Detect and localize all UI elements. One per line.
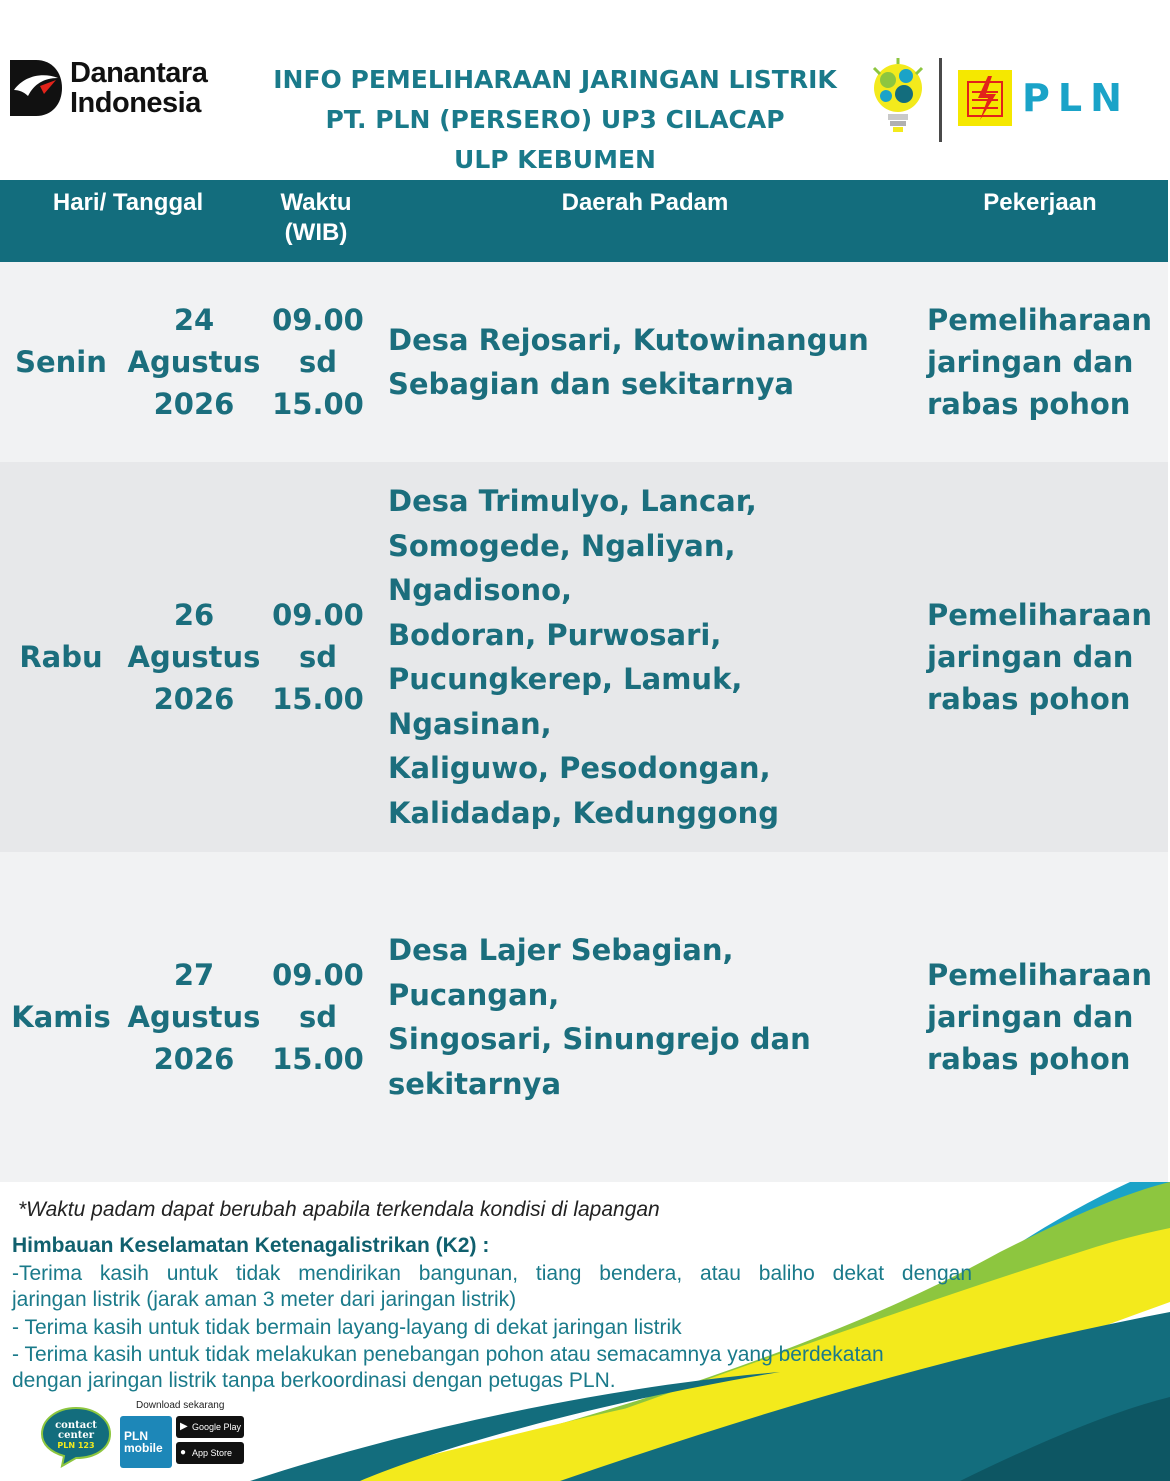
area-line: Sebagian dan sekitarnya [388,367,794,401]
apple-icon: ● [180,1447,187,1458]
table-header [0,180,1168,262]
header-date: Hari/ Tanggal [52,189,204,216]
table-row [0,262,1168,462]
app-name-line-1: PLN [124,1429,148,1443]
row-day: Senin [15,345,107,379]
row-date [126,852,262,1182]
time-end: 15.00 [272,682,364,716]
safety-item [12,1261,972,1313]
row-area [388,852,908,1182]
contact-line-3: PLN 123 [57,1441,95,1450]
header-work: Pekerjaan [983,189,1097,216]
header-area: Daerah Padam [561,189,729,216]
row-day: Kamis [11,1000,111,1034]
brand-line-2: Indonesia [70,87,201,119]
row-work [927,262,1167,462]
row-time [264,462,372,852]
title-line-3: ULP KEBUMEN [454,145,656,174]
contact-line-1: contact [55,1420,97,1431]
row-work [927,852,1167,1182]
lightbulb-icon [866,58,930,138]
time-end: 15.00 [272,1042,364,1076]
page-header [0,0,1170,180]
row-area [388,462,908,852]
time-start: 09.00 [272,303,364,337]
safety-item [12,1342,972,1394]
area-line: Somogede, Ngaliyan, Ngadisono, [388,528,736,607]
work-line: rabas pohon [927,387,1131,421]
row-time [264,852,372,1182]
danantara-mark-icon [10,60,62,116]
work-line: rabas pohon [927,1042,1131,1076]
safety-item: - Terima kasih untuk tidak bermain layang-layang di dekat jaringan listrik [12,1316,682,1339]
app-store-label: App Store [192,1448,233,1458]
table-row [0,462,1168,852]
work-line: jaringan dan [927,640,1134,674]
pln-mobile-app-icon[interactable] [120,1416,172,1468]
row-day: Rabu [19,640,103,674]
work-line: rabas pohon [927,682,1131,716]
pln-logo [958,70,1130,126]
time-separator: sd [298,345,337,379]
title-line-2: PT. PLN (PERSERO) UP3 CILACAP [325,105,785,134]
table-row [0,852,1168,1182]
time-separator: sd [298,1000,337,1034]
title-line-1: INFO PEMELIHARAAN JARINGAN LISTRIK [273,65,837,94]
time-start: 09.00 [272,598,364,632]
lightning-icon [958,70,1012,126]
app-store-button[interactable] [176,1442,244,1464]
work-line: Pemeliharaan [927,598,1152,632]
safety-item-line: - Terima kasih untuk tidak melakukan penebangan pohon atau semacamnya yang berdekatan [12,1343,884,1366]
header-time [256,188,376,248]
google-play-label: Google Play [192,1422,242,1432]
area-line: Pucungkerep, Lamuk, Ngasinan, [388,662,743,741]
date-year: 2026 [153,682,235,716]
work-line: Pemeliharaan [927,958,1152,992]
download-label: Download sekarang [136,1400,225,1411]
safety-item-line: jaringan listrik (jarak aman 3 meter dari jaringan listrik) [12,1288,517,1311]
danantara-logo [10,58,240,118]
area-line: Desa Lajer Sebagian, Pucangan, [388,933,734,1012]
logo-divider [939,58,942,142]
safety-item-line: -Terima kasih untuk tidak mendirikan bangunan, tiang bendera, atau baliho dekat dengan [12,1262,972,1285]
row-date [126,462,262,852]
time-end: 15.00 [272,387,364,421]
date-day: 27 [173,958,215,992]
play-icon: ▶ [180,1421,188,1432]
area-line: Desa Trimulyo, Lancar, [388,484,757,518]
header-time-line-1: Waktu [280,189,352,216]
pln-mark [958,70,1012,126]
time-separator: sd [298,640,337,674]
area-line: Bodoran, Purwosari, [388,617,722,652]
header-time-line-2: (WIB) [284,219,348,246]
row-work [927,462,1167,852]
date-month: Agustus [127,640,261,674]
safety-item-line: dengan jaringan listrik tanpa berkoordinasi dengan petugas PLN. [12,1369,616,1392]
area-line: Kaliguwo, Pesodongan, [388,751,771,785]
pln-wordmark: PLN [1022,76,1130,120]
date-year: 2026 [153,1042,235,1076]
area-line: Kalidadap, Kedunggong [388,795,779,830]
row-area [388,262,908,462]
contact-center-badge[interactable] [40,1406,112,1468]
date-year: 2026 [153,387,235,421]
time-start: 09.00 [272,958,364,992]
date-month: Agustus [127,345,261,379]
contact-line-2: center [58,1430,94,1441]
disclaimer-note: *Waktu padam dapat berubah apabila terkendala kondisi di lapangan [18,1198,660,1221]
row-time [264,262,372,462]
danantara-name [70,58,207,118]
safety-title: Himbauan Keselamatan Ketenagalistrikan (K2) : [12,1234,490,1257]
page-footer [0,1182,1170,1481]
area-line: sekitarnya [388,1066,562,1101]
date-day: 26 [173,598,215,632]
page-title [250,60,860,180]
date-day: 24 [173,303,215,337]
area-line: Desa Rejosari, Kutowinangun [388,322,869,357]
row-date [126,262,262,462]
brand-line-1: Danantara [70,57,208,89]
google-play-button[interactable] [176,1416,244,1438]
area-line: Singosari, Sinungrejo dan [388,1022,811,1056]
work-line: jaringan dan [927,345,1134,379]
work-line: Pemeliharaan [927,303,1152,337]
work-line: jaringan dan [927,1000,1134,1034]
date-month: Agustus [127,1000,261,1034]
app-name-line-2: mobile [124,1441,163,1455]
